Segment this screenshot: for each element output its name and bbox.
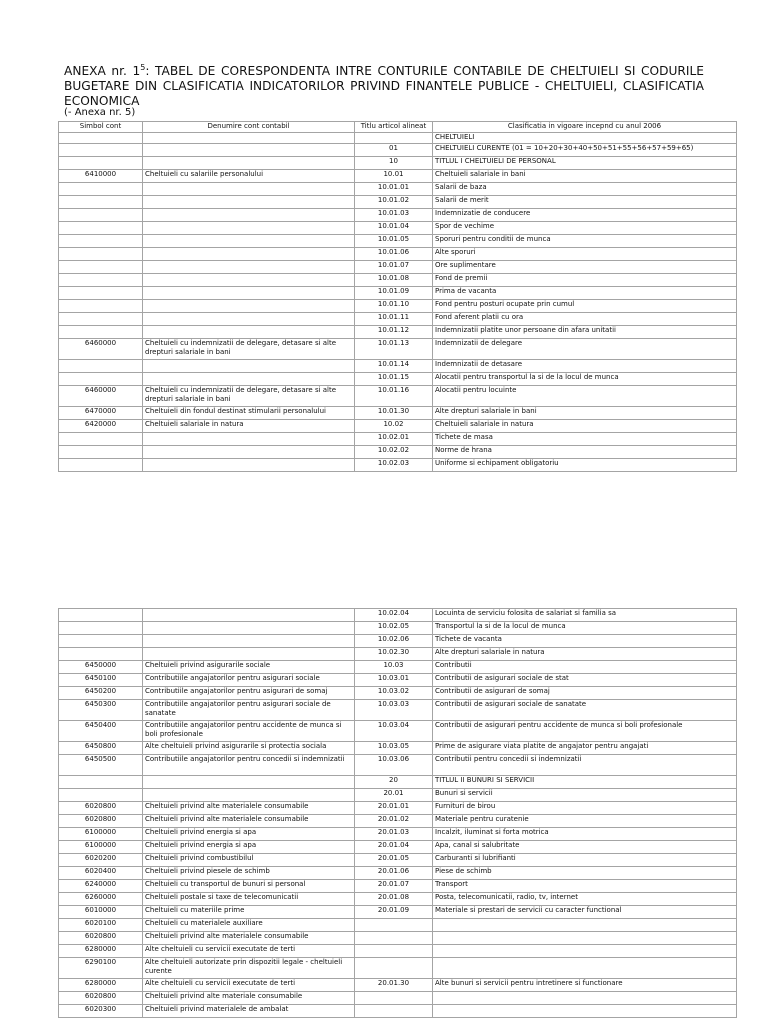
denumire-cont-cell: Cheltuieli privind alte materiale consumabile	[143, 992, 355, 1005]
simbol-cont-cell	[59, 609, 143, 622]
table-row	[59, 339, 737, 360]
simbol-cont-cell: 6450300	[59, 700, 143, 721]
table-row	[59, 919, 737, 932]
denumire-cont-cell	[143, 183, 355, 196]
simbol-cont-cell: 6450100	[59, 674, 143, 687]
denumire-cont-cell	[143, 144, 355, 157]
denumire-cont-cell	[143, 373, 355, 386]
denumire-cont-cell	[143, 209, 355, 222]
clasificatia-cell: Contributii de asigurari pentru accidente de munca si boli profesionale	[433, 721, 737, 742]
denumire-cont-cell: Cheltuieli cu salariile personalului	[143, 170, 355, 183]
titlu-articol-cell: 10.01	[355, 170, 433, 183]
clasificatia-cell	[433, 919, 737, 932]
clasificatia-cell	[433, 992, 737, 1005]
titlu-articol-cell: 10.01.11	[355, 313, 433, 326]
table-row	[59, 674, 737, 687]
simbol-cont-cell	[59, 157, 143, 170]
table-row	[59, 742, 737, 755]
simbol-cont-cell: 6410000	[59, 170, 143, 183]
denumire-cont-cell: Contributiile angajatorilor pentru accidente de munca si boli profesionale	[143, 721, 355, 742]
clasificatia-cell: Piese de schimb	[433, 867, 737, 880]
titlu-articol-cell: 10.01.12	[355, 326, 433, 339]
denumire-cont-cell: Cheltuieli privind alte materialele consumabile	[143, 932, 355, 945]
clasificatia-cell: Prima de vacanta	[433, 287, 737, 300]
clasificatia-cell: Fond aferent platii cu ora	[433, 313, 737, 326]
titlu-articol-cell: 10.03	[355, 661, 433, 674]
titlu-articol-cell: 10.01.04	[355, 222, 433, 235]
table-row	[59, 133, 737, 144]
clasificatia-cell: Transportul la si de la locul de munca	[433, 622, 737, 635]
clasificatia-cell: CHELTUIELI CURENTE (01 = 10+20+30+40+50+51+55+56+57+59+65)	[433, 144, 737, 157]
denumire-cont-cell: Cheltuieli privind asigurarile sociale	[143, 661, 355, 674]
denumire-cont-cell: Cheltuieli salariale in natura	[143, 420, 355, 433]
simbol-cont-cell: 6020800	[59, 802, 143, 815]
clasificatia-cell: Indemnizatii platite unor persoane din afara unitatii	[433, 326, 737, 339]
denumire-cont-cell	[143, 459, 355, 472]
clasificatia-cell: Contributii	[433, 661, 737, 674]
denumire-cont-cell: Contributiile angajatorilor pentru asigurari de somaj	[143, 687, 355, 700]
titlu-articol-cell: 10.01.07	[355, 261, 433, 274]
table-row	[59, 261, 737, 274]
table-row	[59, 945, 737, 958]
clasificatia-cell: CHELTUIELI	[433, 133, 737, 144]
clasificatia-cell	[433, 1005, 737, 1018]
titlu-articol-cell: 10.01.30	[355, 407, 433, 420]
clasificatia-cell: Alte drepturi salariale in bani	[433, 407, 737, 420]
table-row	[59, 287, 737, 300]
denumire-cont-cell	[143, 648, 355, 661]
denumire-cont-cell	[143, 261, 355, 274]
clasificatia-cell: Posta, telecomunicatii, radio, tv, internet	[433, 893, 737, 906]
titlu-articol-cell: 10.01.01	[355, 183, 433, 196]
table-row	[59, 313, 737, 326]
titlu-articol-cell	[355, 945, 433, 958]
simbol-cont-cell: 6450400	[59, 721, 143, 742]
table-row	[59, 648, 737, 661]
simbol-cont-cell: 6280000	[59, 979, 143, 992]
clasificatia-cell	[433, 958, 737, 979]
clasificatia-cell: Norme de hrana	[433, 446, 737, 459]
titlu-articol-cell: 20.01.05	[355, 854, 433, 867]
simbol-cont-cell	[59, 235, 143, 248]
title-superscript: 5	[140, 62, 146, 72]
table-row	[59, 880, 737, 893]
simbol-cont-cell: 6100000	[59, 828, 143, 841]
simbol-cont-cell	[59, 776, 143, 789]
denumire-cont-cell: Cheltuieli din fondul destinat stimularii personalului	[143, 407, 355, 420]
table-row	[59, 841, 737, 854]
simbol-cont-cell: 6460000	[59, 386, 143, 407]
denumire-cont-cell	[143, 446, 355, 459]
table-row	[59, 893, 737, 906]
table-row	[59, 446, 737, 459]
simbol-cont-cell: 6100000	[59, 841, 143, 854]
denumire-cont-cell: Contributiile angajatorilor pentru asigurari sociale	[143, 674, 355, 687]
simbol-cont-cell	[59, 433, 143, 446]
simbol-cont-cell	[59, 446, 143, 459]
clasificatia-cell: Materiale pentru curatenie	[433, 815, 737, 828]
denumire-cont-cell: Contributiile angajatorilor pentru asigurari sociale de sanatate	[143, 700, 355, 721]
clasificatia-cell: Sporuri pentru conditii de munca	[433, 235, 737, 248]
simbol-cont-cell: 6450000	[59, 661, 143, 674]
denumire-cont-cell	[143, 622, 355, 635]
titlu-articol-cell: 20.01.04	[355, 841, 433, 854]
table-row	[59, 407, 737, 420]
table-row	[59, 300, 737, 313]
titlu-articol-cell: 10.01.03	[355, 209, 433, 222]
table-row	[59, 373, 737, 386]
clasificatia-cell: Tichete de masa	[433, 433, 737, 446]
clasificatia-cell: Bunuri si servicii	[433, 789, 737, 802]
titlu-articol-cell: 20.01.06	[355, 867, 433, 880]
titlu-articol-cell: 10.02	[355, 420, 433, 433]
denumire-cont-cell	[143, 433, 355, 446]
titlu-articol-cell: 10.02.02	[355, 446, 433, 459]
simbol-cont-cell: 6470000	[59, 407, 143, 420]
clasificatia-cell: TITLUL II BUNURI SI SERVICII	[433, 776, 737, 789]
table-row	[59, 420, 737, 433]
denumire-cont-cell	[143, 313, 355, 326]
clasificatia-cell: Furnituri de birou	[433, 802, 737, 815]
denumire-cont-cell: Alte cheltuieli cu servicii executate de terti	[143, 945, 355, 958]
clasificatia-cell: TITLUL I CHELTUIELI DE PERSONAL	[433, 157, 737, 170]
titlu-articol-cell: 20.01.09	[355, 906, 433, 919]
simbol-cont-cell	[59, 360, 143, 373]
titlu-articol-cell: 01	[355, 144, 433, 157]
denumire-cont-cell	[143, 776, 355, 789]
titlu-articol-cell: 10.01.10	[355, 300, 433, 313]
simbol-cont-cell: 6020300	[59, 1005, 143, 1018]
table-row	[59, 906, 737, 919]
clasificatia-cell: Contributii de asigurari sociale de sanatate	[433, 700, 737, 721]
clasificatia-cell: Contributii de asigurari de somaj	[433, 687, 737, 700]
simbol-cont-cell: 6260000	[59, 893, 143, 906]
titlu-articol-cell: 20.01	[355, 789, 433, 802]
clasificatia-cell: Ore suplimentare	[433, 261, 737, 274]
clasificatia-cell: Contributii pentru concedii si indemnizatii	[433, 755, 737, 776]
simbol-cont-cell: 6240000	[59, 880, 143, 893]
correspondence-table-page-1	[58, 121, 737, 472]
denumire-cont-cell: Cheltuieli cu materiile prime	[143, 906, 355, 919]
titlu-articol-cell	[355, 932, 433, 945]
titlu-articol-cell	[355, 919, 433, 932]
titlu-articol-cell	[355, 958, 433, 979]
titlu-articol-cell	[355, 992, 433, 1005]
table-row	[59, 209, 737, 222]
clasificatia-cell	[433, 932, 737, 945]
denumire-cont-cell	[143, 133, 355, 144]
denumire-cont-cell: Cheltuieli privind energia si apa	[143, 841, 355, 854]
table-row	[59, 183, 737, 196]
denumire-cont-cell	[143, 196, 355, 209]
titlu-articol-cell: 10.03.05	[355, 742, 433, 755]
simbol-cont-cell: 6020400	[59, 867, 143, 880]
clasificatia-cell: Spor de vechime	[433, 222, 737, 235]
denumire-cont-cell	[143, 222, 355, 235]
table-row	[59, 721, 737, 742]
denumire-cont-cell: Cheltuieli privind energia si apa	[143, 828, 355, 841]
titlu-articol-cell: 10.03.03	[355, 700, 433, 721]
titlu-articol-cell: 10.02.05	[355, 622, 433, 635]
table-row	[59, 854, 737, 867]
table-row	[59, 992, 737, 1005]
table-row	[59, 433, 737, 446]
denumire-cont-cell: Contributiile angajatorilor pentru concedii si indemnizatii	[143, 755, 355, 776]
simbol-cont-cell: 6450800	[59, 742, 143, 755]
table-row	[59, 222, 737, 235]
titlu-articol-cell	[355, 1005, 433, 1018]
table-row	[59, 700, 737, 721]
denumire-cont-cell: Cheltuieli cu materialele auxiliare	[143, 919, 355, 932]
titlu-articol-cell: 10.01.15	[355, 373, 433, 386]
titlu-articol-cell: 20.01.07	[355, 880, 433, 893]
table-row	[59, 170, 737, 183]
clasificatia-cell: Indemnizatii de detasare	[433, 360, 737, 373]
titlu-articol-cell: 20.01.30	[355, 979, 433, 992]
document-title	[64, 64, 704, 109]
header-clasificatia: Clasificatia in vigoare incepnd cu anul 2006	[433, 122, 737, 133]
clasificatia-cell: Incalzit, iluminat si forta motrica	[433, 828, 737, 841]
simbol-cont-cell	[59, 133, 143, 144]
clasificatia-cell: Fond de premii	[433, 274, 737, 287]
table-row	[59, 958, 737, 979]
document-subtitle: (- Anexa nr. 5)	[64, 107, 136, 118]
simbol-cont-cell	[59, 459, 143, 472]
title-prefix: ANEXA nr. 1	[64, 64, 141, 78]
titlu-articol-cell: 10.01.08	[355, 274, 433, 287]
titlu-articol-cell: 10.02.30	[355, 648, 433, 661]
table-row	[59, 1005, 737, 1018]
denumire-cont-cell	[143, 248, 355, 261]
table-row	[59, 157, 737, 170]
titlu-articol-cell: 10	[355, 157, 433, 170]
titlu-articol-cell	[355, 133, 433, 144]
denumire-cont-cell	[143, 235, 355, 248]
clasificatia-cell: Salarii de baza	[433, 183, 737, 196]
clasificatia-cell: Indemnizatie de conducere	[433, 209, 737, 222]
simbol-cont-cell: 6460000	[59, 339, 143, 360]
denumire-cont-cell: Cheltuieli privind alte materialele consumabile	[143, 802, 355, 815]
table-row	[59, 755, 737, 776]
header-denumire-cont: Denumire cont contabil	[143, 122, 355, 133]
clasificatia-cell: Uniforme si echipament obligatoriu	[433, 459, 737, 472]
table-row	[59, 248, 737, 261]
clasificatia-cell: Salarii de merit	[433, 196, 737, 209]
titlu-articol-cell: 10.03.04	[355, 721, 433, 742]
titlu-articol-cell: 10.01.14	[355, 360, 433, 373]
table-row	[59, 144, 737, 157]
denumire-cont-cell: Cheltuieli privind alte materialele consumabile	[143, 815, 355, 828]
clasificatia-cell: Cheltuieli salariale in natura	[433, 420, 737, 433]
titlu-articol-cell: 10.01.09	[355, 287, 433, 300]
table-row	[59, 867, 737, 880]
table-row	[59, 386, 737, 407]
titlu-articol-cell: 20.01.02	[355, 815, 433, 828]
simbol-cont-cell: 6020800	[59, 932, 143, 945]
titlu-articol-cell: 10.01.02	[355, 196, 433, 209]
titlu-articol-cell: 20	[355, 776, 433, 789]
simbol-cont-cell: 6020800	[59, 815, 143, 828]
denumire-cont-cell	[143, 287, 355, 300]
table-row	[59, 360, 737, 373]
titlu-articol-cell: 20.01.01	[355, 802, 433, 815]
table-row	[59, 815, 737, 828]
table-row	[59, 776, 737, 789]
clasificatia-cell: Indemnizatii de delegare	[433, 339, 737, 360]
table-row	[59, 274, 737, 287]
clasificatia-cell: Transport	[433, 880, 737, 893]
clasificatia-cell: Tichete de vacanta	[433, 635, 737, 648]
simbol-cont-cell	[59, 326, 143, 339]
denumire-cont-cell	[143, 157, 355, 170]
titlu-articol-cell: 20.01.08	[355, 893, 433, 906]
table-row	[59, 235, 737, 248]
clasificatia-cell: Apa, canal si salubritate	[433, 841, 737, 854]
simbol-cont-cell	[59, 274, 143, 287]
table-row	[59, 979, 737, 992]
simbol-cont-cell: 6280000	[59, 945, 143, 958]
table-row	[59, 687, 737, 700]
simbol-cont-cell	[59, 622, 143, 635]
simbol-cont-cell: 6010000	[59, 906, 143, 919]
simbol-cont-cell	[59, 313, 143, 326]
simbol-cont-cell: 6420000	[59, 420, 143, 433]
table-row	[59, 326, 737, 339]
simbol-cont-cell	[59, 222, 143, 235]
denumire-cont-cell: Cheltuieli cu indemnizatii de delegare, detasare si alte drepturi salariale in bani	[143, 386, 355, 407]
denumire-cont-cell	[143, 635, 355, 648]
simbol-cont-cell	[59, 648, 143, 661]
titlu-articol-cell: 10.01.05	[355, 235, 433, 248]
table-row	[59, 196, 737, 209]
table-row	[59, 932, 737, 945]
simbol-cont-cell	[59, 183, 143, 196]
titlu-articol-cell: 10.02.06	[355, 635, 433, 648]
clasificatia-cell: Alocatii pentru transportul la si de la locul de munca	[433, 373, 737, 386]
simbol-cont-cell: 6020800	[59, 992, 143, 1005]
denumire-cont-cell	[143, 300, 355, 313]
table-row	[59, 828, 737, 841]
denumire-cont-cell	[143, 789, 355, 802]
table-header-row	[59, 122, 737, 133]
titlu-articol-cell: 10.03.01	[355, 674, 433, 687]
titlu-articol-cell: 10.03.02	[355, 687, 433, 700]
clasificatia-cell: Fond pentru posturi ocupate prin cumul	[433, 300, 737, 313]
simbol-cont-cell: 6020200	[59, 854, 143, 867]
clasificatia-cell: Alte drepturi salariale in natura	[433, 648, 737, 661]
clasificatia-cell: Materiale si prestari de servicii cu caracter functional	[433, 906, 737, 919]
simbol-cont-cell	[59, 635, 143, 648]
simbol-cont-cell	[59, 300, 143, 313]
table-row	[59, 661, 737, 674]
simbol-cont-cell: 6020100	[59, 919, 143, 932]
clasificatia-cell: Alte sporuri	[433, 248, 737, 261]
denumire-cont-cell: Alte cheltuieli autorizate prin dispozitii legale - cheltuieli curente	[143, 958, 355, 979]
denumire-cont-cell	[143, 274, 355, 287]
denumire-cont-cell: Cheltuieli cu indemnizatii de delegare, detasare si alte drepturi salariale in bani	[143, 339, 355, 360]
table-row	[59, 635, 737, 648]
denumire-cont-cell	[143, 326, 355, 339]
denumire-cont-cell	[143, 609, 355, 622]
simbol-cont-cell	[59, 248, 143, 261]
clasificatia-cell	[433, 945, 737, 958]
correspondence-table-page-2	[58, 608, 737, 1018]
table-row	[59, 802, 737, 815]
simbol-cont-cell: 6290100	[59, 958, 143, 979]
denumire-cont-cell: Cheltuieli postale si taxe de telecomunicatii	[143, 893, 355, 906]
denumire-cont-cell: Alte cheltuieli cu servicii executate de terti	[143, 979, 355, 992]
denumire-cont-cell: Cheltuieli privind combustibilul	[143, 854, 355, 867]
denumire-cont-cell: Cheltuieli privind piesele de schimb	[143, 867, 355, 880]
clasificatia-cell: Contributii de asigurari sociale de stat	[433, 674, 737, 687]
titlu-articol-cell: 10.02.04	[355, 609, 433, 622]
simbol-cont-cell	[59, 261, 143, 274]
denumire-cont-cell	[143, 360, 355, 373]
clasificatia-cell: Alte bunuri si servicii pentru intretinere si functionare	[433, 979, 737, 992]
table-row	[59, 609, 737, 622]
simbol-cont-cell	[59, 789, 143, 802]
simbol-cont-cell	[59, 373, 143, 386]
titlu-articol-cell: 10.01.13	[355, 339, 433, 360]
title-text: : TABEL DE CORESPONDENTA INTRE CONTURILE CONTABILE DE CHELTUIELI SI CODURILE BUGETARE DIN CLASIFICATIA INDICATORILOR PRIVIND FINANTELE PUBLICE - CHELTUIELI, CLASIFICATIA ECONOMICA	[64, 64, 704, 108]
clasificatia-cell: Cheltuieli salariale in bani	[433, 170, 737, 183]
simbol-cont-cell	[59, 196, 143, 209]
table-row	[59, 789, 737, 802]
simbol-cont-cell	[59, 287, 143, 300]
simbol-cont-cell: 6450500	[59, 755, 143, 776]
clasificatia-cell: Prime de asigurare viata platite de angajator pentru angajati	[433, 742, 737, 755]
clasificatia-cell: Carburanti si lubrifianti	[433, 854, 737, 867]
titlu-articol-cell: 20.01.03	[355, 828, 433, 841]
clasificatia-cell: Locuinta de serviciu folosita de salariat si familia sa	[433, 609, 737, 622]
titlu-articol-cell: 10.03.06	[355, 755, 433, 776]
header-simbol-cont: Simbol cont	[59, 122, 143, 133]
table-row	[59, 622, 737, 635]
titlu-articol-cell: 10.01.06	[355, 248, 433, 261]
simbol-cont-cell	[59, 209, 143, 222]
table-row	[59, 459, 737, 472]
titlu-articol-cell: 10.01.16	[355, 386, 433, 407]
clasificatia-cell: Alocatii pentru locuinte	[433, 386, 737, 407]
titlu-articol-cell: 10.02.03	[355, 459, 433, 472]
simbol-cont-cell: 6450200	[59, 687, 143, 700]
simbol-cont-cell	[59, 144, 143, 157]
denumire-cont-cell: Alte cheltuieli privind asigurarile si protectia sociala	[143, 742, 355, 755]
header-titlu-articol: Titlu articol alineat	[355, 122, 433, 133]
titlu-articol-cell: 10.02.01	[355, 433, 433, 446]
denumire-cont-cell: Cheltuieli privind materialele de ambalat	[143, 1005, 355, 1018]
denumire-cont-cell: Cheltuieli cu transportul de bunuri si personal	[143, 880, 355, 893]
